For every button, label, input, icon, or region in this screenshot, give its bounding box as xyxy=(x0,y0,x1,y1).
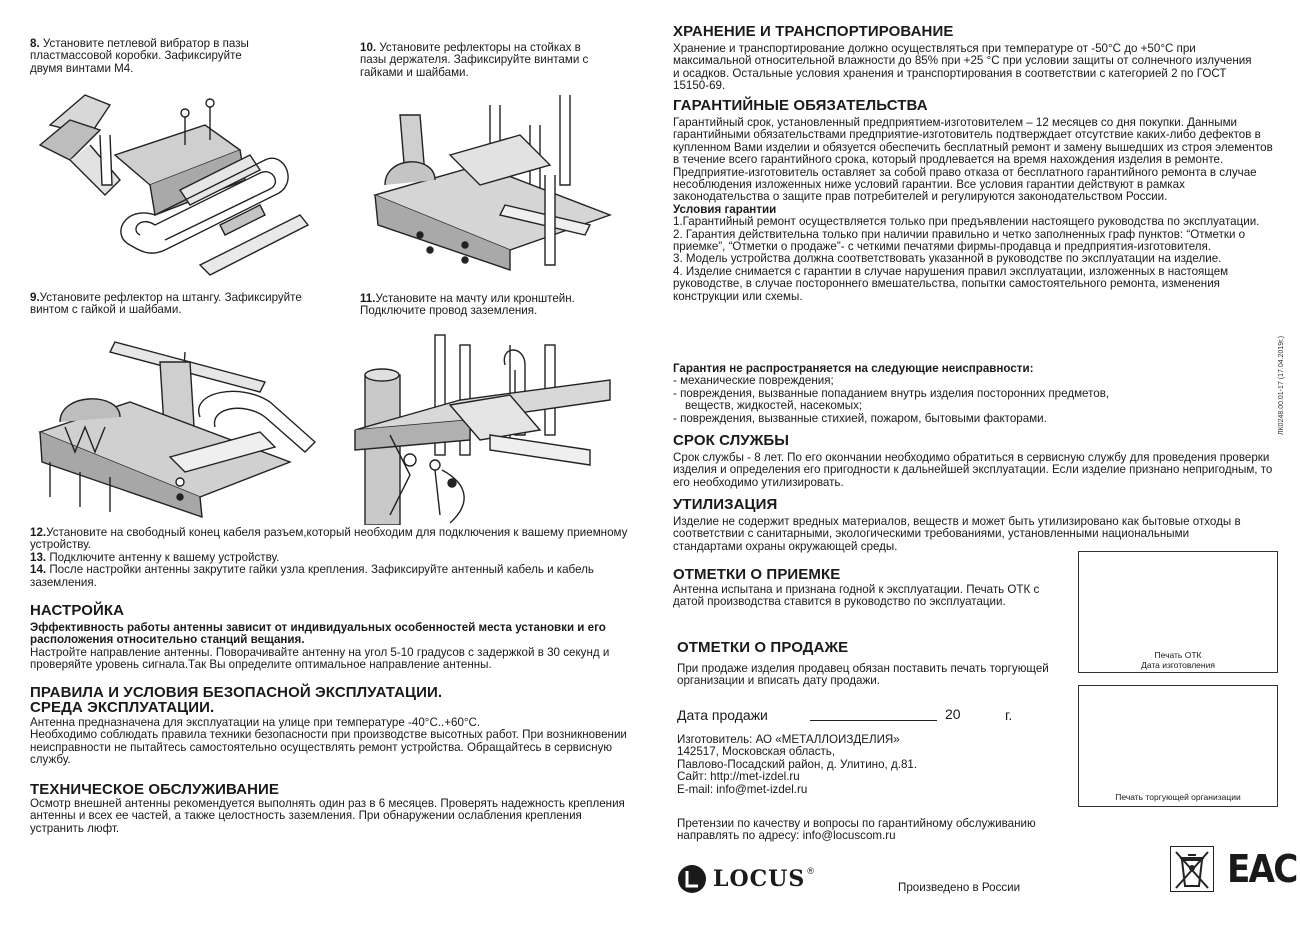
figure-step-10 xyxy=(360,85,625,285)
step-text: Установите на свободный конец кабеля разъем,который необходим для подключения к вашему приемному устройству. xyxy=(30,526,628,552)
step-number: 10. xyxy=(360,41,377,54)
step-10 xyxy=(360,42,610,79)
sale-heading: ОТМЕТКИ О ПРОДАЖЕ xyxy=(677,639,849,656)
seller-stamp-label: Печать торгующей организации xyxy=(1115,792,1241,802)
step-text: После настройки антенны закрутите гайки узла крепления. Зафиксируйте антенный кабель и кабель заземления. xyxy=(30,563,594,589)
reflectors-on-stands-illustration xyxy=(360,85,625,285)
warranty-paragraph-2: Предприятие-изготовитель оставляет за собой право отказа от бесплатного гарантийного ремонта в случае несоблюдения изложенных ниже условий гарантии. Все условия гарантии действуют в рамках законодательства о защите прав потребителей и регулируются законодательством России. xyxy=(673,165,1257,204)
disposal-heading: УТИЛИЗАЦИЯ xyxy=(673,496,778,513)
maintenance-text: Осмотр внешней антенны рекомендуется выполнять один раз в 6 месяцев. Проверять надежность крепления антенны и всех ее частей, а также целостность заземления. При обнаружении ослабления крепления устранить люфт. xyxy=(30,797,625,835)
step-8 xyxy=(30,38,265,75)
steps-12-14 xyxy=(30,527,630,589)
otk-stamp-box xyxy=(1078,551,1278,673)
safety-text-2: Необходимо соблюдать правила техники безопасности при производстве высотных работ. При возникновении неисправности не пытайтесь самостоятельно осуществлять ремонт устройства. Обращайтесь в сервисную службу. xyxy=(30,728,627,767)
sale-date-label: Дата продажи xyxy=(677,707,768,723)
manufacturer-email: E-mail: info@met-izdel.ru xyxy=(677,782,808,796)
otk-stamp-label: Печать ОТК xyxy=(1154,650,1202,660)
step-text: Подключите антенну к вашему устройству. xyxy=(46,550,280,564)
safety-section xyxy=(30,717,630,767)
safety-heading-1: ПРАВИЛА И УСЛОВИЯ БЕЗОПАСНОЙ ЭКСПЛУАТАЦИИ. xyxy=(30,684,443,701)
document-code: ЛК0248.00.01-17 (17.04.2019г.) xyxy=(1278,335,1285,435)
locus-logo-mark-icon xyxy=(677,864,707,894)
manufacturer-info xyxy=(677,734,1057,796)
setup-section xyxy=(30,622,630,672)
mast-mount-illustration xyxy=(350,325,630,525)
made-in-russia: Произведено в России xyxy=(898,881,1021,894)
warranty-condition-3: 3. Модель устройства должна соответствовать указанной в руководстве по эксплуатации на изделие. xyxy=(673,252,1222,266)
sale-date-input-line[interactable] xyxy=(810,720,937,721)
acceptance-text: Антенна испытана и признана годной к эксплуатации. Печать ОТК с датой производства ставится в руководство по эксплуатации. xyxy=(673,583,1040,609)
figure-step-11 xyxy=(350,325,630,525)
setup-bold-text: Эффективность работы антенны зависит от индивидуальных особенностей места установки и его расположения относительно станций вещания. xyxy=(30,621,606,647)
sale-year-prefix: 20 xyxy=(945,706,961,722)
storage-heading: ХРАНЕНИЕ И ТРАНСПОРТИРОВАНИЕ xyxy=(673,23,954,40)
exclusion-item: - механические повреждения; xyxy=(673,374,834,388)
step-number: 13. xyxy=(30,550,47,564)
warranty-paragraph-1: Гарантийный срок, установленный предприятием-изготовителем – 12 месяцев со дня покупки. Данными гарантийными обязательствами предприятие-изготовитель подтверждает отсутствие каких-либо дефектов в купленном Вами изделии и обязуется обеспечить бесплатный ремонт и замену вышедших из строя элементов в течение всего гарантийного срока, который продлевается на время нахождения изделия в ремонте. xyxy=(673,116,1273,167)
warranty-exclusions-title: Гарантия не распространяется на следующие неисправности: xyxy=(673,362,1034,375)
warranty-condition-4: 4. Изделие снимается с гарантии в случае нарушения правил эксплуатации, изложенных в настоящем руководстве, в случае постороннего вмешательства, попытки самостоятельного ремонта, изменения конструкции или схемы. xyxy=(673,264,1229,303)
sale-text: При продаже изделия продавец обязан поставить печать торгующей организации и вписать дату продажи. xyxy=(677,662,1049,688)
warranty-section xyxy=(673,117,1273,303)
dipole-assembly-illustration xyxy=(30,85,310,280)
exclusion-item: - повреждения, вызванные попаданием внутрь изделия посторонних предметов, xyxy=(673,386,1110,400)
step-12 xyxy=(30,527,630,552)
warranty-condition-1: 1.Гарантийный ремонт осуществляется только при предъявлении настоящего руководства по эксплуатации. xyxy=(673,215,1260,229)
step-14 xyxy=(30,564,630,589)
manufacturer-address-1: 142517, Московская область, xyxy=(677,745,836,759)
step-text: Установите на мачту или кронштейн. Подключите провод заземления. xyxy=(360,292,575,318)
step-9 xyxy=(30,292,330,317)
step-number: 8. xyxy=(30,37,40,50)
exclusion-item-continued: веществ, жидкостей, насекомых; xyxy=(685,399,863,413)
storage-text: Хранение и транспортирование должно осуществляться при температуре от -50°С до +50°С при максимальной относительной влажности до 85% при +25 °С при условии защиты от солнечного излучения и осадков. Остальные условия хранения и транспортирования в соответствии с категорией 2 по ГОСТ 15150-69. xyxy=(673,42,1252,93)
step-number: 12. xyxy=(30,526,47,539)
step-text: Установите петлевой вибратор в пазы пластмассовой коробки. Зафиксируйте двумя винтами М4. xyxy=(30,37,249,75)
setup-heading: НАСТРОЙКА xyxy=(30,602,125,619)
step-number: 9. xyxy=(30,291,40,304)
exclusion-item: - повреждения, вызванные стихией, пожаром, бытовыми факторами. xyxy=(673,411,1047,425)
maintenance-heading: ТЕХНИЧЕСКОЕ ОБСЛУЖИВАНИЕ xyxy=(30,781,279,798)
service-life-text: Срок службы - 8 лет. По его окончании необходимо обратиться в сервисную службу для проведения проверки изделия и определения его пригодности к дальнейшей эксплуатации. Если изделие признано непригодным, то его необходимо утилизировать. xyxy=(673,451,1273,489)
setup-text: Настройте направление антенны. Поворачивайте антенну на угол 5-10 градусов с задержкой в 30 секунд и проверяйте уровень сигнала.Так Вы определите оптимальное направление антенны. xyxy=(30,645,610,672)
step-number: 11. xyxy=(360,292,376,305)
figure-step-9 xyxy=(30,322,320,522)
step-text: Установите рефлектор на штангу. Зафиксируйте винтом с гайкой и шайбами. xyxy=(30,291,302,317)
safety-text-1: Антенна предназначена для эксплуатации на улице при температуре -40°С..+60°С. xyxy=(30,716,481,729)
warranty-exclusions xyxy=(673,363,1273,425)
warranty-conditions-title: Условия гарантии xyxy=(673,202,777,216)
locus-brand-name: LOCUS xyxy=(713,866,806,892)
manufacture-date-label: Дата изготовления xyxy=(1141,660,1215,670)
step-text: Установите рефлекторы на стойках в пазы держателя. Зафиксируйте винтами с гайками и шайбами. xyxy=(360,41,589,79)
claims-text: Претензии по качеству и вопросы по гарантийному обслуживанию направлять по адресу: info@locuscom.ru xyxy=(677,817,1036,843)
seller-stamp-box xyxy=(1078,685,1278,807)
step-11 xyxy=(360,293,610,318)
disposal-text: Изделие не содержит вредных материалов, веществ и может быть утилизировано как бытовые отходы в соответствии с санитарными, экологическими требованиями, установленными национальными стандартами охраны окружающей среды. xyxy=(673,515,1241,553)
manufacturer-name: Изготовитель: АО «МЕТАЛЛОИЗДЕЛИЯ» xyxy=(677,733,900,746)
step-number: 14. xyxy=(30,563,47,577)
registered-mark: ® xyxy=(807,866,814,876)
disposal-bin-icon xyxy=(1170,846,1214,897)
warranty-heading: ГАРАНТИЙНЫЕ ОБЯЗАТЕЛЬСТВА xyxy=(673,97,928,114)
manufacturer-site: Сайт: http://met-izdel.ru xyxy=(677,770,800,784)
reflector-mount-illustration xyxy=(30,322,320,522)
locus-logo xyxy=(677,864,814,894)
manufacturer-address-2: Павлово-Посадский район, д. Улитино, д.81. xyxy=(677,757,918,771)
safety-heading-2: СРЕДА ЭКСПЛУАТАЦИИ. xyxy=(30,699,215,716)
service-life-heading: СРОК СЛУЖБЫ xyxy=(673,432,790,449)
figure-step-8 xyxy=(30,85,310,280)
acceptance-heading: ОТМЕТКИ О ПРИЕМКЕ xyxy=(673,566,841,583)
eac-mark: ЕАС xyxy=(1227,847,1297,891)
warranty-condition-2: 2. Гарантия действительна только при наличии правильно и четко заполненных граф пунктов: “Отметки о приемке”, “Отметки о продаже”- с четкими печатями фирмы-продавца и предприятия-изготовителя. xyxy=(673,227,1246,254)
sale-year-suffix: г. xyxy=(1005,707,1013,723)
